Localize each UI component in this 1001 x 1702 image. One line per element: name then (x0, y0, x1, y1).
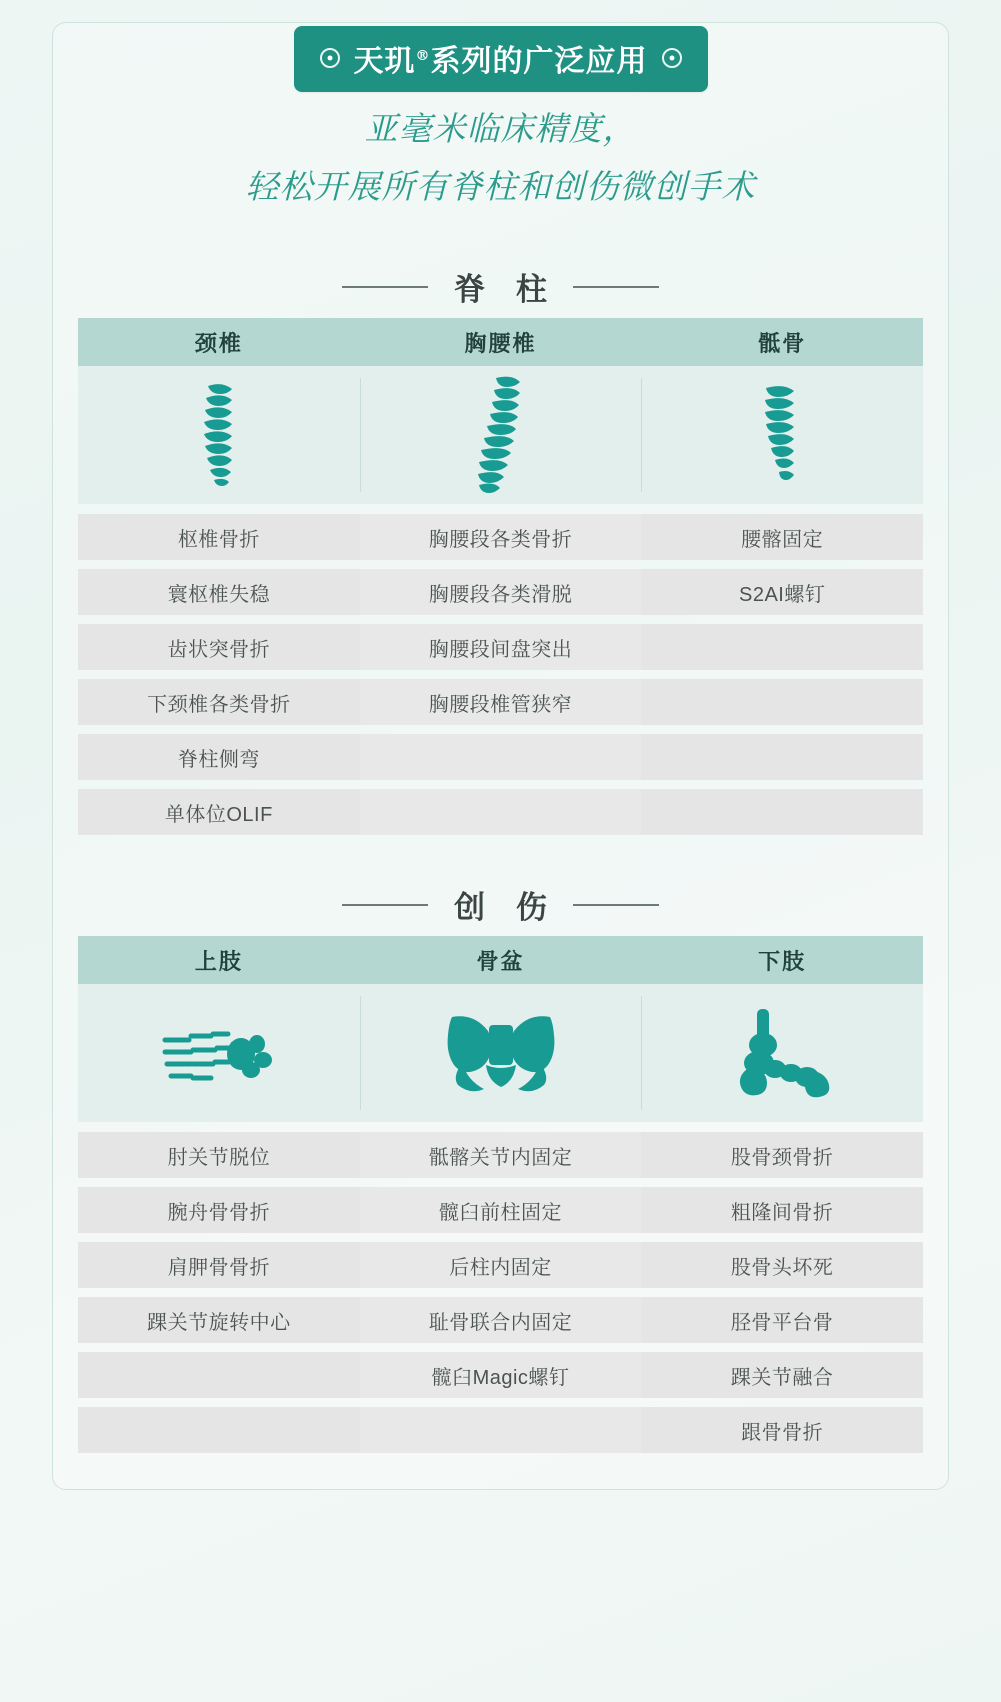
title-rest: 系列的广泛应用 (430, 44, 648, 79)
cell-lower-limb-5: 踝关节融合 (641, 1352, 923, 1398)
column-header-thoracolumbar: 胸腰椎 (464, 330, 537, 356)
cell-thoracolumbar-2: 胸腰段各类滑脱 (360, 569, 642, 615)
rule-left-icon (342, 904, 428, 906)
table-row (78, 1407, 923, 1453)
subtitle-line-2: 轻松开展所有脊柱和创伤微创手术 (245, 166, 756, 206)
table-header-row (78, 936, 923, 984)
cell-lower-limb-1: 股骨颈骨折 (641, 1132, 923, 1178)
table-row (78, 789, 923, 835)
section-title-spine: 脊 柱 (454, 272, 557, 308)
cell-sacrum-5 (641, 734, 923, 780)
foot-bones-icon (729, 1007, 835, 1099)
table-row (78, 1242, 923, 1288)
cell-thoracolumbar-3: 胸腰段间盘突出 (360, 624, 642, 670)
cell-cervical-4: 下颈椎各类骨折 (78, 679, 360, 725)
section-title-trauma: 创 伤 (454, 890, 557, 926)
cell-pelvis-5: 髋臼Magic螺钉 (360, 1352, 642, 1398)
cell-cervical-2: 寰枢椎失稳 (78, 569, 360, 615)
cell-upper-limb-2: 腕舟骨骨折 (78, 1187, 360, 1233)
thoracolumbar-spine-icon (466, 374, 536, 496)
cell-upper-limb-5 (78, 1352, 360, 1398)
hand-bones-icon (159, 1010, 279, 1096)
cell-thoracolumbar-5 (360, 734, 642, 780)
cell-upper-limb-6 (78, 1407, 360, 1453)
table-spine (78, 318, 923, 844)
subtitle-line-1: 亚毫米临床精度， (364, 109, 637, 148)
cell-pelvis-1: 骶髂关节内固定 (360, 1132, 642, 1178)
table-row (78, 1297, 923, 1343)
cell-cervical-6: 单体位OLIF (78, 789, 360, 835)
cervical-spine-icon-cell (78, 366, 360, 504)
column-header-lower-limb: 下肢 (758, 948, 807, 974)
table-row (78, 569, 923, 615)
cell-upper-limb-1: 肘关节脱位 (78, 1132, 360, 1178)
sacrum-icon (752, 382, 812, 488)
cell-pelvis-6 (360, 1407, 642, 1453)
cell-sacrum-4 (641, 679, 923, 725)
table-trauma (78, 936, 923, 1462)
table-row (78, 679, 923, 725)
title-main: 天玑 (353, 44, 416, 79)
cell-sacrum-1: 腰髂固定 (641, 514, 923, 560)
page-title (354, 36, 648, 80)
cell-sacrum-3 (641, 624, 923, 670)
poster-title-banner (294, 26, 708, 92)
circle-dot-icon-left (320, 48, 340, 68)
table-row (78, 1352, 923, 1398)
table-row (78, 1187, 923, 1233)
table-header-row (78, 318, 923, 366)
table-body-spine (78, 514, 923, 835)
table-body-trauma (78, 1132, 923, 1453)
cell-thoracolumbar-1: 胸腰段各类骨折 (360, 514, 642, 560)
cell-thoracolumbar-4: 胸腰段椎管狭窄 (360, 679, 642, 725)
cell-cervical-5: 脊柱侧弯 (78, 734, 360, 780)
table-row (78, 514, 923, 560)
sacrum-icon-cell (641, 366, 923, 504)
cell-pelvis-2: 髋臼前柱固定 (360, 1187, 642, 1233)
table-icon-row (78, 984, 923, 1122)
section-heading-trauma (0, 882, 1001, 927)
cell-cervical-3: 齿状突骨折 (78, 624, 360, 670)
table-row (78, 734, 923, 780)
rule-right-icon (573, 286, 659, 288)
table-row (78, 624, 923, 670)
pelvis-icon-cell (360, 984, 642, 1122)
table-icon-row (78, 366, 923, 504)
cell-sacrum-2: S2AI螺钉 (641, 569, 923, 615)
thoracolumbar-spine-icon-cell (360, 366, 642, 504)
cell-lower-limb-4: 胫骨平台骨 (641, 1297, 923, 1343)
column-header-cervical: 颈椎 (194, 330, 243, 356)
pelvis-icon (442, 1007, 560, 1099)
table-row (78, 1132, 923, 1178)
column-header-sacrum: 骶骨 (758, 330, 807, 356)
rule-left-icon (342, 286, 428, 288)
cell-pelvis-3: 后柱内固定 (360, 1242, 642, 1288)
poster-subtitle (0, 100, 1001, 216)
cervical-spine-icon (188, 380, 250, 490)
foot-bones-icon-cell (641, 984, 923, 1122)
section-heading-spine (0, 264, 1001, 309)
cell-lower-limb-6: 跟骨骨折 (641, 1407, 923, 1453)
cell-upper-limb-3: 肩胛骨骨折 (78, 1242, 360, 1288)
cell-lower-limb-3: 股骨头坏死 (641, 1242, 923, 1288)
hand-bones-icon-cell (78, 984, 360, 1122)
cell-lower-limb-2: 粗隆间骨折 (641, 1187, 923, 1233)
title-registered-mark: ® (415, 48, 431, 64)
cell-pelvis-4: 耻骨联合内固定 (360, 1297, 642, 1343)
cell-sacrum-6 (641, 789, 923, 835)
cell-cervical-1: 枢椎骨折 (78, 514, 360, 560)
circle-dot-icon-right (662, 48, 682, 68)
rule-right-icon (573, 904, 659, 906)
cell-thoracolumbar-6 (360, 789, 642, 835)
cell-upper-limb-4: 踝关节旋转中心 (78, 1297, 360, 1343)
column-header-pelvis: 骨盆 (476, 948, 525, 974)
column-header-upper-limb: 上肢 (194, 948, 243, 974)
